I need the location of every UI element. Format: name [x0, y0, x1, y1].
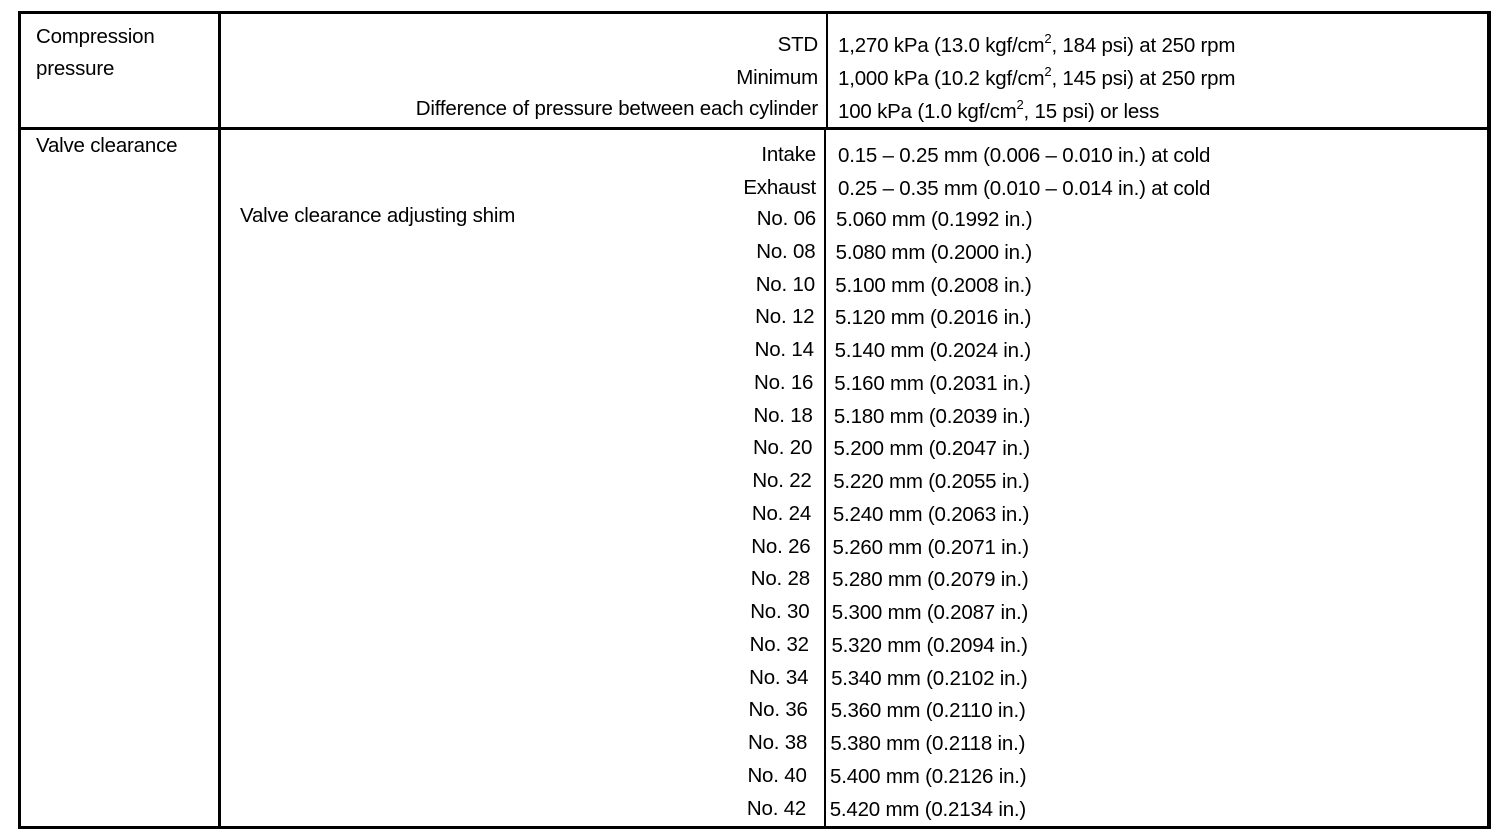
shim-thickness: 5.140 mm (0.2024 in.)	[834, 339, 1031, 362]
shim-thickness: 5.100 mm (0.2008 in.)	[835, 273, 1032, 297]
table-border-left	[18, 11, 21, 829]
shim-number: No. 28	[750, 567, 810, 591]
shim-number: No. 26	[751, 534, 811, 558]
shim-number: No. 30	[750, 600, 810, 623]
shim-number: No. 10	[755, 272, 815, 296]
row-divider	[18, 127, 1491, 130]
shim-thickness: 5.360 mm (0.2110 in.)	[830, 699, 1026, 723]
spec-label: Exhaust	[743, 176, 816, 199]
shim-thickness: 5.220 mm (0.2055 in.)	[833, 470, 1030, 493]
spec-value: 100 kPa (1.0 kgf/$cm^2$, 15 psi) or less	[838, 97, 1160, 123]
spec-label: STD	[777, 33, 818, 56]
shim-thickness: 5.400 mm (0.2126 in.)	[830, 764, 1027, 788]
column-divider-item	[218, 11, 221, 829]
shim-number: No. 06	[756, 207, 816, 230]
column-divider-value-lower	[824, 128, 826, 828]
shim-thickness: 5.180 mm (0.2039 in.)	[833, 404, 1031, 428]
shim-thickness: 5.280 mm (0.2079 in.)	[832, 568, 1029, 592]
column-divider-value-upper	[826, 11, 828, 128]
shim-number: No. 18	[753, 403, 813, 427]
shim-thickness: 5.120 mm (0.2016 in.)	[834, 306, 1032, 330]
shim-number: No. 36	[748, 698, 808, 722]
shim-number: No. 38	[748, 731, 808, 754]
shim-thickness: 5.080 mm (0.2000 in.)	[835, 240, 1032, 264]
shim-number: No. 40	[747, 763, 807, 787]
shim-number: No. 08	[756, 239, 816, 263]
spec-label: Minimum	[736, 66, 818, 89]
shim-number: No. 32	[749, 632, 809, 656]
table-border-right	[1487, 11, 1491, 829]
shim-thickness: 5.320 mm (0.2094 in.)	[831, 633, 1028, 657]
compression-pressure-title: Compression pressure	[36, 25, 155, 80]
spec-value: 1,270 kPa (13.0 kgf/$cm^2$, 184 psi) at 250 rpm	[838, 31, 1236, 57]
shim-number: No. 14	[754, 338, 814, 361]
shim-thickness: 5.340 mm (0.2102 in.)	[831, 666, 1028, 690]
shim-number: No. 20	[752, 436, 813, 460]
spec-value: 0.25 – 0.35 mm (0.010 – 0.014 in.) at cold	[838, 177, 1211, 200]
shim-number: No. 22	[752, 469, 812, 492]
spec-label: Difference of pressure between each cylinder	[415, 97, 818, 120]
table-border-top	[18, 11, 1491, 14]
spec-value: 1,000 kPa (10.2 kgf/$cm^2$, 145 psi) at 250 rpm	[838, 64, 1236, 90]
shim-thickness: 5.380 mm (0.2118 in.)	[830, 732, 1026, 755]
shim-number: No. 34	[749, 665, 809, 689]
spec-label: Intake	[761, 143, 816, 166]
valve-clearance-title: Valve clearance	[36, 134, 178, 157]
shim-thickness: 5.260 mm (0.2071 in.)	[832, 535, 1029, 559]
spec-value: 0.15 – 0.25 mm (0.006 – 0.010 in.) at cold	[838, 144, 1211, 167]
shim-number: No. 16	[754, 370, 814, 394]
shim-thickness: 5.420 mm (0.2134 in.)	[829, 797, 1027, 821]
shim-thickness: 5.240 mm (0.2063 in.)	[832, 502, 1030, 526]
shim-number: No. 42	[746, 796, 807, 820]
shim-label: Valve clearance adjusting shim	[240, 204, 516, 227]
shim-number: No. 12	[755, 305, 815, 329]
table-border-bottom	[18, 826, 1491, 829]
shim-thickness: 5.300 mm (0.2087 in.)	[831, 601, 1029, 624]
shim-thickness: 5.200 mm (0.2047 in.)	[833, 437, 1030, 461]
shim-thickness: 5.060 mm (0.1992 in.)	[836, 208, 1033, 231]
shim-thickness: 5.160 mm (0.2031 in.)	[834, 371, 1031, 395]
shim-number: No. 24	[751, 501, 812, 525]
